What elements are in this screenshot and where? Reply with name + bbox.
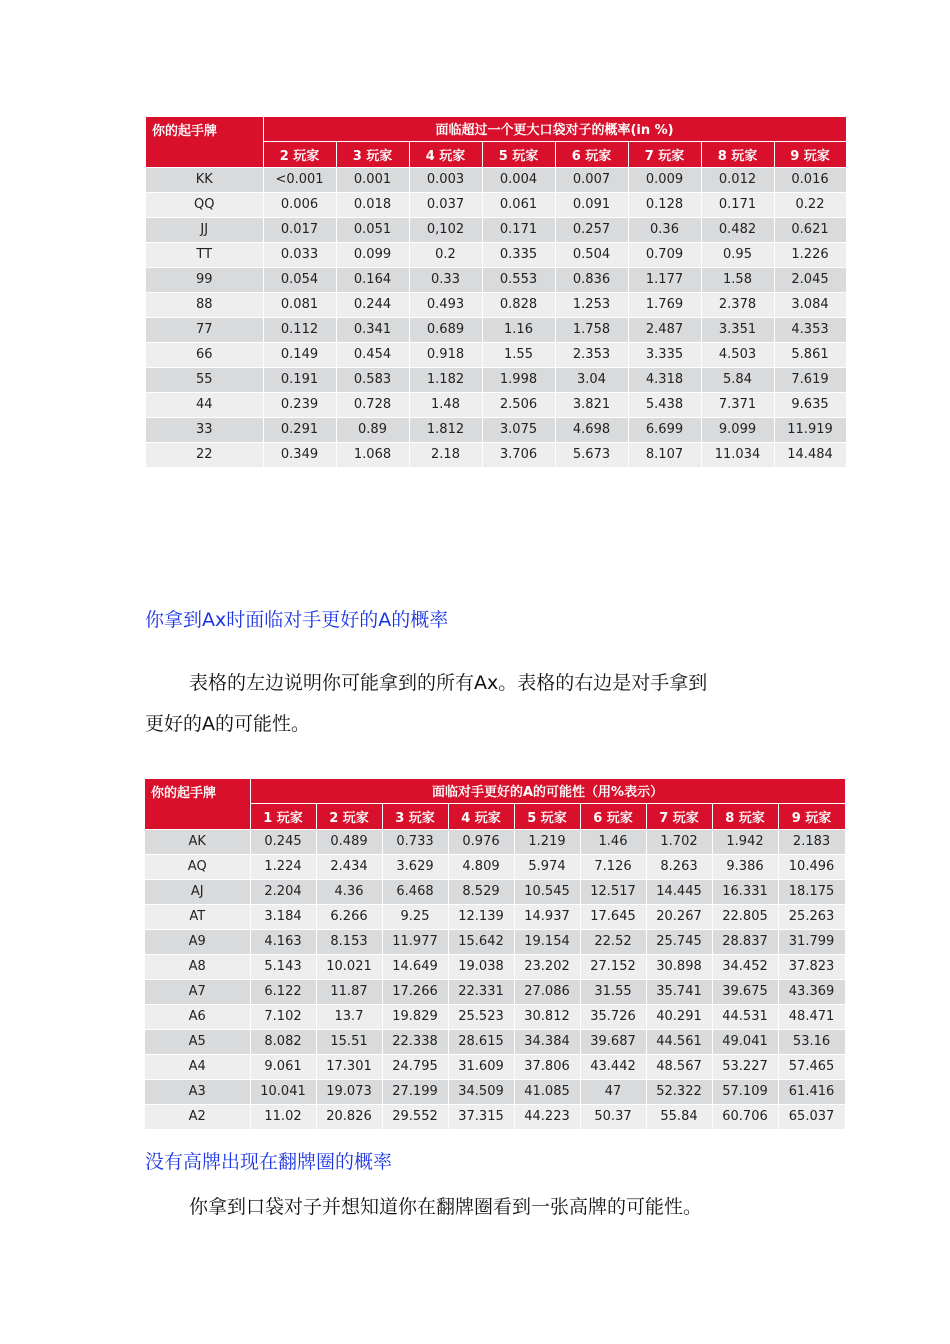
section-paragraph-high-card	[145, 1187, 845, 1228]
hand-cell: 44	[146, 392, 263, 417]
table-row	[145, 1054, 845, 1079]
value-cell: 9.099	[701, 417, 774, 442]
column-header: 8 玩家	[712, 803, 778, 829]
value-cell: 0.918	[409, 342, 482, 367]
value-cell: 22.805	[712, 904, 778, 929]
value-cell: 0.553	[482, 267, 555, 292]
value-cell: 11.87	[316, 979, 382, 1004]
table-row	[145, 1104, 845, 1129]
table-row	[146, 192, 846, 217]
value-cell: 0.976	[448, 829, 514, 854]
table-row	[145, 929, 845, 954]
table-row	[145, 904, 845, 929]
value-cell: 1.219	[514, 829, 580, 854]
value-cell: 0.33	[409, 267, 482, 292]
value-cell: 53.227	[712, 1054, 778, 1079]
hand-cell: AK	[145, 829, 250, 854]
table-row	[146, 342, 846, 367]
value-cell: 0.009	[628, 167, 701, 192]
value-cell: 0.22	[774, 192, 846, 217]
value-cell: 44.561	[646, 1029, 712, 1054]
value-cell: 12.139	[448, 904, 514, 929]
value-cell: <0.001	[263, 167, 336, 192]
paragraph-line: 表格的左边说明你可能拿到的所有Ax。表格的右边是对手拿到	[189, 672, 708, 694]
value-cell: 34.452	[712, 954, 778, 979]
value-cell: 2.183	[778, 829, 845, 854]
table-row	[146, 167, 846, 192]
value-cell: 11.034	[701, 442, 774, 467]
value-cell: 2.353	[555, 342, 628, 367]
column-header: 7 玩家	[646, 803, 712, 829]
column-header: 5 玩家	[482, 141, 555, 167]
value-cell: 4.353	[774, 317, 846, 342]
value-cell: 43.369	[778, 979, 845, 1004]
hand-cell: AT	[145, 904, 250, 929]
hand-cell: JJ	[146, 217, 263, 242]
hand-cell: A9	[145, 929, 250, 954]
value-cell: 0.728	[336, 392, 409, 417]
value-cell: 0.054	[263, 267, 336, 292]
pocket-pair-probability-table	[146, 117, 847, 468]
value-cell: 1.812	[409, 417, 482, 442]
hand-cell: A4	[145, 1054, 250, 1079]
value-cell: 0.493	[409, 292, 482, 317]
value-cell: 0.004	[482, 167, 555, 192]
hand-cell: A3	[145, 1079, 250, 1104]
value-cell: 6.122	[250, 979, 316, 1004]
table-row	[145, 954, 845, 979]
value-cell: 0.003	[409, 167, 482, 192]
hand-cell: AJ	[145, 879, 250, 904]
value-cell: 6.468	[382, 879, 448, 904]
value-cell: 13.7	[316, 1004, 382, 1029]
table-row	[145, 979, 845, 1004]
value-cell: 8.263	[646, 854, 712, 879]
value-cell: 1.55	[482, 342, 555, 367]
value-cell: 3.184	[250, 904, 316, 929]
value-cell: 0.2	[409, 242, 482, 267]
hand-cell: AQ	[145, 854, 250, 879]
value-cell: 34.384	[514, 1029, 580, 1054]
value-cell: 1.182	[409, 367, 482, 392]
value-cell: 14.937	[514, 904, 580, 929]
value-cell: 0.149	[263, 342, 336, 367]
value-cell: 8.107	[628, 442, 701, 467]
value-cell: 3.629	[382, 854, 448, 879]
value-cell: 5.84	[701, 367, 774, 392]
hand-cell: TT	[146, 242, 263, 267]
value-cell: 37.315	[448, 1104, 514, 1129]
column-header: 6 玩家	[555, 141, 628, 167]
value-cell: 20.826	[316, 1104, 382, 1129]
value-cell: 23.202	[514, 954, 580, 979]
value-cell: 15.642	[448, 929, 514, 954]
value-cell: 22.338	[382, 1029, 448, 1054]
value-cell: 0.621	[774, 217, 846, 242]
column-header: 9 玩家	[778, 803, 845, 829]
value-cell: 1.769	[628, 292, 701, 317]
value-cell: 34.509	[448, 1079, 514, 1104]
hand-cell: 88	[146, 292, 263, 317]
hand-cell: 55	[146, 367, 263, 392]
value-cell: 60.706	[712, 1104, 778, 1129]
value-cell: 8.082	[250, 1029, 316, 1054]
value-cell: 2.487	[628, 317, 701, 342]
value-cell: 65.037	[778, 1104, 845, 1129]
value-cell: 0.733	[382, 829, 448, 854]
value-cell: 48.471	[778, 1004, 845, 1029]
value-cell: 10.496	[778, 854, 845, 879]
value-cell: 6.699	[628, 417, 701, 442]
table-row	[145, 1029, 845, 1054]
value-cell: 47	[580, 1079, 646, 1104]
table-row	[145, 854, 845, 879]
value-cell: 27.086	[514, 979, 580, 1004]
value-cell: 2.378	[701, 292, 774, 317]
section-heading-ax: 你拿到Ax时面临对手更好的A的概率	[145, 609, 449, 631]
column-header: 3 玩家	[382, 803, 448, 829]
value-cell: 0.89	[336, 417, 409, 442]
table-row	[146, 292, 846, 317]
value-cell: 1.068	[336, 442, 409, 467]
value-cell: 28.837	[712, 929, 778, 954]
table-row	[146, 442, 846, 467]
value-cell: 35.726	[580, 1004, 646, 1029]
value-cell: 35.741	[646, 979, 712, 1004]
value-cell: 37.823	[778, 954, 845, 979]
table-row	[146, 217, 846, 242]
value-cell: 4.163	[250, 929, 316, 954]
value-cell: 0.709	[628, 242, 701, 267]
value-cell: 16.331	[712, 879, 778, 904]
value-cell: 22.331	[448, 979, 514, 1004]
column-header: 4 玩家	[448, 803, 514, 829]
value-cell: 27.152	[580, 954, 646, 979]
value-cell: 43.442	[580, 1054, 646, 1079]
value-cell: 24.795	[382, 1054, 448, 1079]
value-cell: 57.109	[712, 1079, 778, 1104]
value-cell: 0.191	[263, 367, 336, 392]
value-cell: 37.806	[514, 1054, 580, 1079]
value-cell: 5.861	[774, 342, 846, 367]
value-cell: 0.128	[628, 192, 701, 217]
value-cell: 30.898	[646, 954, 712, 979]
value-cell: 0.836	[555, 267, 628, 292]
value-cell: 31.799	[778, 929, 845, 954]
column-header: 9 玩家	[774, 141, 846, 167]
value-cell: 5.673	[555, 442, 628, 467]
value-cell: 2.204	[250, 879, 316, 904]
value-cell: 3.821	[555, 392, 628, 417]
value-cell: 25.263	[778, 904, 845, 929]
value-cell: 44.531	[712, 1004, 778, 1029]
value-cell: 55.84	[646, 1104, 712, 1129]
hand-cell: QQ	[146, 192, 263, 217]
value-cell: 53.16	[778, 1029, 845, 1054]
value-cell: 10.041	[250, 1079, 316, 1104]
hand-cell: A5	[145, 1029, 250, 1054]
table-row	[145, 879, 845, 904]
column-header: 3 玩家	[336, 141, 409, 167]
column-header: 2 玩家	[263, 141, 336, 167]
value-cell: 39.675	[712, 979, 778, 1004]
hand-cell: 66	[146, 342, 263, 367]
value-cell: 3.706	[482, 442, 555, 467]
value-cell: 3.084	[774, 292, 846, 317]
value-cell: 6.266	[316, 904, 382, 929]
value-cell: 1.758	[555, 317, 628, 342]
value-cell: 1.46	[580, 829, 646, 854]
value-cell: 1.253	[555, 292, 628, 317]
paragraph-line: 更好的A的可能性。	[145, 713, 310, 735]
value-cell: 1.942	[712, 829, 778, 854]
starting-hand-header: 你的起手牌	[145, 779, 250, 829]
table-title: 面临对手更好的A的可能性（用%表示）	[250, 779, 845, 803]
value-cell: 10.021	[316, 954, 382, 979]
value-cell: 29.552	[382, 1104, 448, 1129]
value-cell: 18.175	[778, 879, 845, 904]
value-cell: 4.809	[448, 854, 514, 879]
value-cell: 8.529	[448, 879, 514, 904]
value-cell: 0.081	[263, 292, 336, 317]
value-cell: 1.48	[409, 392, 482, 417]
value-cell: 4.318	[628, 367, 701, 392]
value-cell: 61.416	[778, 1079, 845, 1104]
value-cell: 1.58	[701, 267, 774, 292]
value-cell: 25.745	[646, 929, 712, 954]
value-cell: 0.112	[263, 317, 336, 342]
value-cell: 31.609	[448, 1054, 514, 1079]
value-cell: 3.335	[628, 342, 701, 367]
value-cell: 48.567	[646, 1054, 712, 1079]
table-row	[145, 829, 845, 854]
value-cell: 41.085	[514, 1079, 580, 1104]
value-cell: 1.224	[250, 854, 316, 879]
value-cell: 0.689	[409, 317, 482, 342]
value-cell: 27.199	[382, 1079, 448, 1104]
value-cell: 0.36	[628, 217, 701, 242]
value-cell: 7.102	[250, 1004, 316, 1029]
column-header: 2 玩家	[316, 803, 382, 829]
hand-cell: 77	[146, 317, 263, 342]
table-row	[145, 1004, 845, 1029]
value-cell: 2.434	[316, 854, 382, 879]
hand-cell: KK	[146, 167, 263, 192]
value-cell: 17.645	[580, 904, 646, 929]
value-cell: 40.291	[646, 1004, 712, 1029]
value-cell: 0.489	[316, 829, 382, 854]
value-cell: 2.045	[774, 267, 846, 292]
value-cell: 0.061	[482, 192, 555, 217]
value-cell: 14.649	[382, 954, 448, 979]
value-cell: 1.16	[482, 317, 555, 342]
hand-cell: 99	[146, 267, 263, 292]
value-cell: 17.301	[316, 1054, 382, 1079]
value-cell: 1.998	[482, 367, 555, 392]
column-header: 6 玩家	[580, 803, 646, 829]
value-cell: 49.041	[712, 1029, 778, 1054]
hand-cell: A2	[145, 1104, 250, 1129]
value-cell: 0.504	[555, 242, 628, 267]
table-row	[146, 317, 846, 342]
value-cell: 3.04	[555, 367, 628, 392]
value-cell: 0.583	[336, 367, 409, 392]
hand-cell: 33	[146, 417, 263, 442]
table-title: 面临超过一个更大口袋对子的概率(in %)	[263, 117, 846, 141]
column-header: 7 玩家	[628, 141, 701, 167]
paragraph-line: 你拿到口袋对子并想知道你在翻牌圈看到一张高牌的可能性。	[189, 1196, 703, 1218]
value-cell: 0.033	[263, 242, 336, 267]
value-cell: 20.267	[646, 904, 712, 929]
value-cell: 25.523	[448, 1004, 514, 1029]
value-cell: 0.454	[336, 342, 409, 367]
value-cell: 39.687	[580, 1029, 646, 1054]
table-row	[146, 367, 846, 392]
value-cell: 3.351	[701, 317, 774, 342]
value-cell: 2.18	[409, 442, 482, 467]
value-cell: 4.503	[701, 342, 774, 367]
value-cell: 0.012	[701, 167, 774, 192]
value-cell: 0.001	[336, 167, 409, 192]
value-cell: 0.341	[336, 317, 409, 342]
value-cell: 4.698	[555, 417, 628, 442]
value-cell: 9.386	[712, 854, 778, 879]
value-cell: 0.016	[774, 167, 846, 192]
value-cell: 1.226	[774, 242, 846, 267]
value-cell: 50.37	[580, 1104, 646, 1129]
value-cell: 7.126	[580, 854, 646, 879]
value-cell: 7.371	[701, 392, 774, 417]
value-cell: 0.239	[263, 392, 336, 417]
value-cell: 11.02	[250, 1104, 316, 1129]
column-header: 5 玩家	[514, 803, 580, 829]
value-cell: 17.266	[382, 979, 448, 1004]
value-cell: 0.482	[701, 217, 774, 242]
hand-cell: A6	[145, 1004, 250, 1029]
value-cell: 14.445	[646, 879, 712, 904]
value-cell: 14.484	[774, 442, 846, 467]
value-cell: 0.091	[555, 192, 628, 217]
hand-cell: 22	[146, 442, 263, 467]
value-cell: 0.007	[555, 167, 628, 192]
value-cell: 0.037	[409, 192, 482, 217]
value-cell: 4.36	[316, 879, 382, 904]
value-cell: 28.615	[448, 1029, 514, 1054]
section-heading-high-card: 没有高牌出现在翻牌圈的概率	[145, 1151, 393, 1173]
value-cell: 0,102	[409, 217, 482, 242]
value-cell: 30.812	[514, 1004, 580, 1029]
value-cell: 2.506	[482, 392, 555, 417]
value-cell: 9.25	[382, 904, 448, 929]
value-cell: 7.619	[774, 367, 846, 392]
value-cell: 0.171	[482, 217, 555, 242]
value-cell: 9.061	[250, 1054, 316, 1079]
value-cell: 5.438	[628, 392, 701, 417]
value-cell: 52.322	[646, 1079, 712, 1104]
value-cell: 0.828	[482, 292, 555, 317]
value-cell: 0.006	[263, 192, 336, 217]
starting-hand-header: 你的起手牌	[146, 117, 263, 167]
value-cell: 1.177	[628, 267, 701, 292]
value-cell: 0.017	[263, 217, 336, 242]
value-cell: 57.465	[778, 1054, 845, 1079]
value-cell: 9.635	[774, 392, 846, 417]
value-cell: 0.171	[701, 192, 774, 217]
value-cell: 1.702	[646, 829, 712, 854]
table-row	[146, 417, 846, 442]
value-cell: 5.974	[514, 854, 580, 879]
value-cell: 22.52	[580, 929, 646, 954]
hand-cell: A8	[145, 954, 250, 979]
value-cell: 19.038	[448, 954, 514, 979]
value-cell: 8.153	[316, 929, 382, 954]
column-header: 1 玩家	[250, 803, 316, 829]
value-cell: 0.244	[336, 292, 409, 317]
value-cell: 0.051	[336, 217, 409, 242]
value-cell: 0.349	[263, 442, 336, 467]
value-cell: 5.143	[250, 954, 316, 979]
value-cell: 10.545	[514, 879, 580, 904]
section-paragraph-ax	[145, 663, 825, 745]
value-cell: 0.164	[336, 267, 409, 292]
value-cell: 19.829	[382, 1004, 448, 1029]
value-cell: 3.075	[482, 417, 555, 442]
table-row	[146, 392, 846, 417]
value-cell: 0.018	[336, 192, 409, 217]
value-cell: 11.977	[382, 929, 448, 954]
value-cell: 0.257	[555, 217, 628, 242]
value-cell: 15.51	[316, 1029, 382, 1054]
value-cell: 0.099	[336, 242, 409, 267]
value-cell: 19.073	[316, 1079, 382, 1104]
value-cell: 0.95	[701, 242, 774, 267]
table-row	[146, 267, 846, 292]
value-cell: 31.55	[580, 979, 646, 1004]
value-cell: 0.291	[263, 417, 336, 442]
value-cell: 44.223	[514, 1104, 580, 1129]
column-header: 4 玩家	[409, 141, 482, 167]
table-row	[145, 1079, 845, 1104]
hand-cell: A7	[145, 979, 250, 1004]
value-cell: 11.919	[774, 417, 846, 442]
column-header: 8 玩家	[701, 141, 774, 167]
value-cell: 0.335	[482, 242, 555, 267]
better-ace-probability-table	[145, 779, 846, 1130]
table-row	[146, 242, 846, 267]
value-cell: 0.245	[250, 829, 316, 854]
value-cell: 12.517	[580, 879, 646, 904]
value-cell: 19.154	[514, 929, 580, 954]
